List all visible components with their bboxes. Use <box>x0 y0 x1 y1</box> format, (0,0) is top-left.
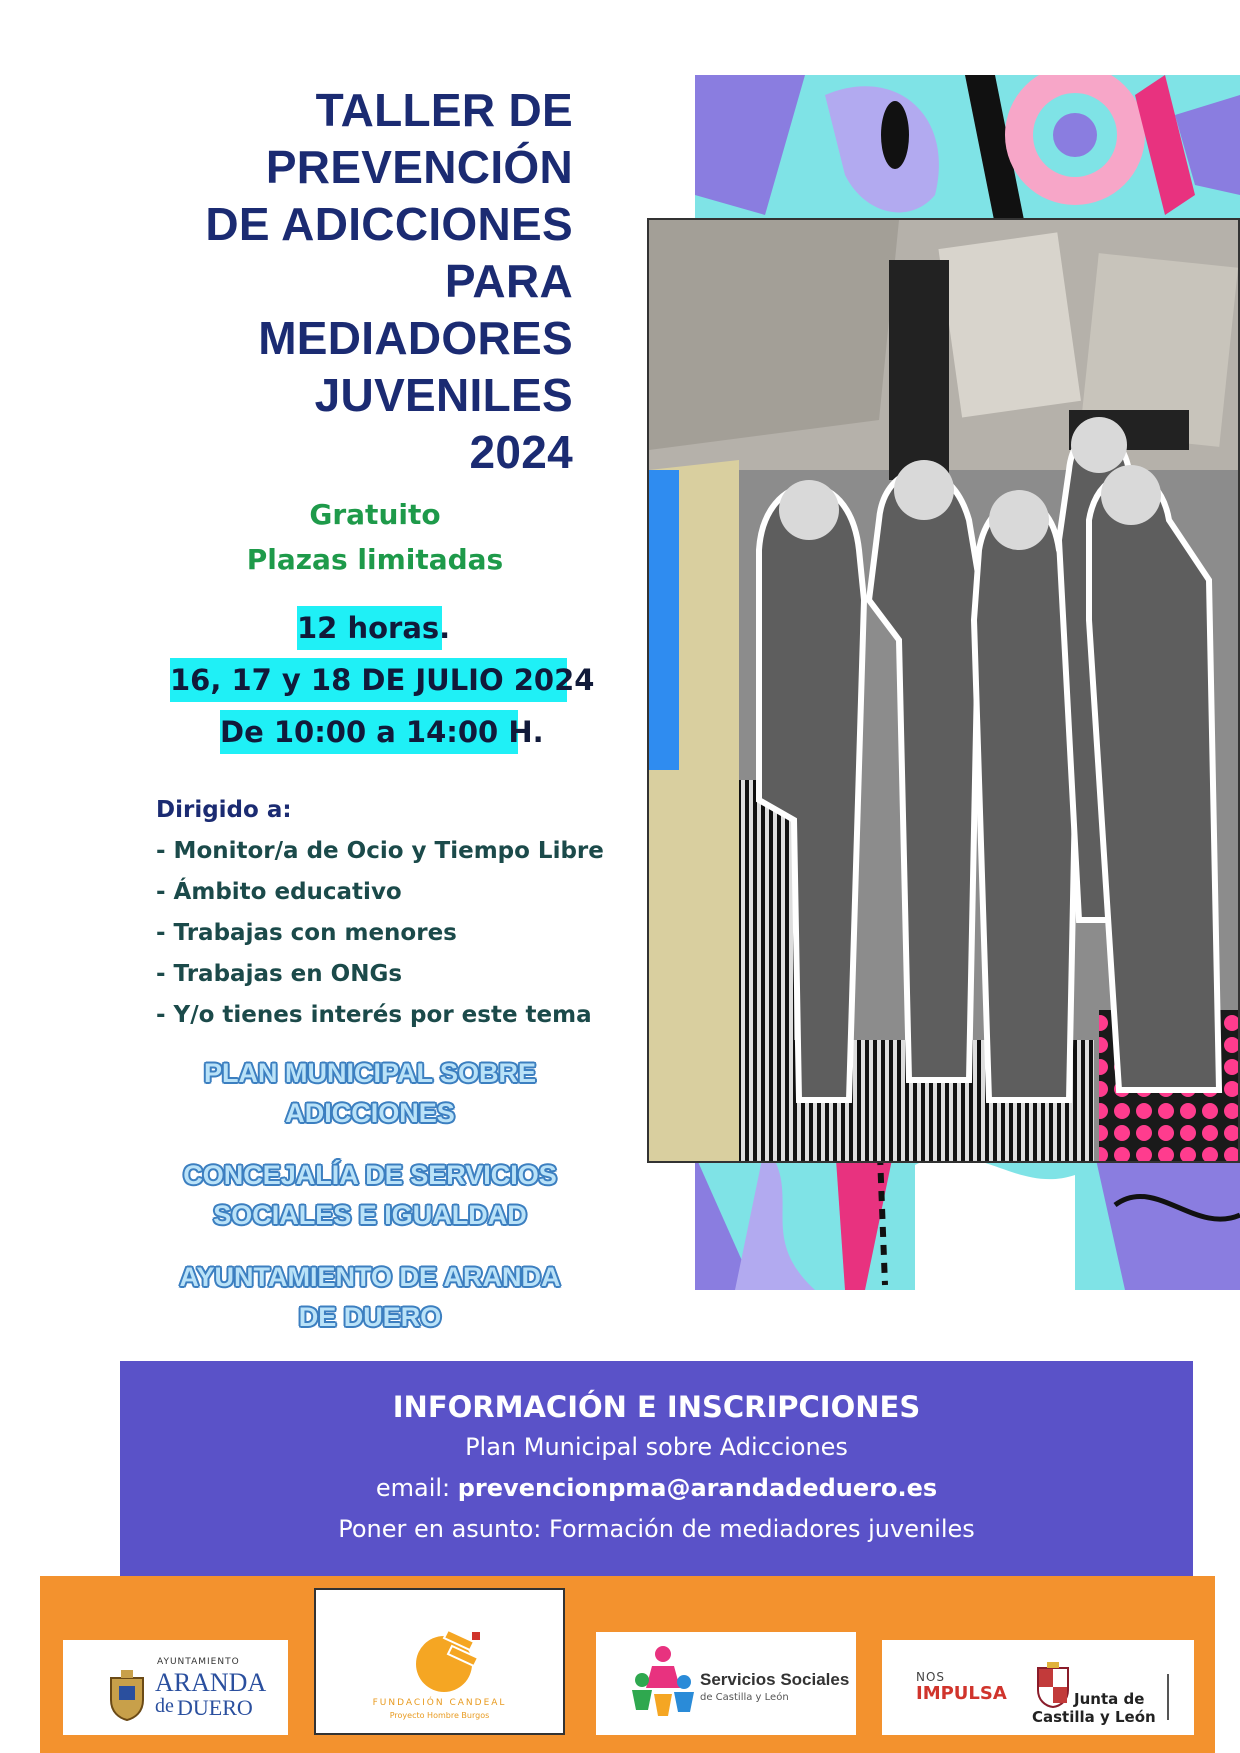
servicios-people-icon <box>630 1644 696 1718</box>
fechas-badge: 16, 17 y 18 DE JULIO 2024 <box>170 658 567 702</box>
gratuito-label: Gratuito <box>309 498 441 531</box>
title-line: DE ADICCIONES <box>205 198 573 250</box>
poster-title <box>120 82 573 481</box>
org-line: CONCEJALÍA DE SERVICIOS <box>183 1160 557 1190</box>
aranda-name: ARANDA <box>155 1668 267 1697</box>
nos-text: NOS <box>916 1670 946 1684</box>
info-email-line <box>120 1468 1193 1509</box>
title-line: PARA <box>444 255 573 307</box>
servicios-subtitle: de Castilla y León <box>700 1692 789 1703</box>
logo-aranda-de-duero <box>63 1640 288 1735</box>
aranda-top-text: AYUNTAMIENTO <box>157 1657 240 1667</box>
horario-badge: De 10:00 a 14:00 H. <box>220 710 518 754</box>
horas-badge: 12 horas. <box>297 606 442 650</box>
youth-group-photo <box>647 218 1240 1163</box>
junta-line2: Castilla y León <box>1032 1708 1156 1726</box>
org-ayuntamiento <box>150 1257 590 1337</box>
info-asunto: Poner en asunto: Formación de mediadores juveniles <box>338 1515 975 1543</box>
candeal-name: FUNDACIÓN CANDEAL <box>372 1698 507 1708</box>
dirigido-section <box>156 790 616 1036</box>
org-concejalia <box>150 1155 590 1235</box>
org-plan-municipal <box>150 1053 590 1133</box>
org-line: DE DUERO <box>298 1302 442 1332</box>
aranda-shield-icon <box>107 1670 147 1722</box>
info-heading: INFORMACIÓN E INSCRIPCIONES <box>392 1390 921 1424</box>
dirigido-item: - Trabajas con menores <box>156 920 457 946</box>
org-line: SOCIALES E IGUALDAD <box>213 1200 527 1230</box>
servicios-name: Servicios Sociales <box>700 1670 850 1689</box>
info-box <box>120 1361 1193 1576</box>
junta-line1: Junta de <box>1074 1690 1145 1708</box>
aranda-de: de <box>155 1695 174 1717</box>
logo-servicios-sociales <box>596 1632 856 1735</box>
dirigido-item: - Trabajas en ONGs <box>156 961 403 987</box>
email-link[interactable]: prevencionpma@arandadeduero.es <box>457 1474 938 1502</box>
title-line: 2024 <box>469 426 573 478</box>
sponsor-footer <box>40 1576 1215 1753</box>
impulsa-text: IMPULSA <box>916 1683 1007 1704</box>
info-plan: Plan Municipal sobre Adicciones <box>465 1433 848 1461</box>
org-line: AYUNTAMIENTO DE ARANDA <box>179 1262 561 1292</box>
dirigido-item: - Y/o tienes interés por este tema <box>156 1002 592 1028</box>
divider <box>1167 1674 1169 1720</box>
castilla-leon-shield-icon <box>1035 1662 1071 1708</box>
title-line: TALLER DE <box>315 84 573 136</box>
logo-junta-castilla-leon <box>882 1640 1194 1735</box>
title-line: JUVENILES <box>314 369 573 421</box>
email-label: email: <box>375 1474 458 1502</box>
dirigido-item: - Ámbito educativo <box>156 879 402 905</box>
candeal-subtitle: Proyecto Hombre Burgos <box>389 1711 490 1720</box>
logo-fundacion-candeal <box>314 1588 565 1735</box>
plazas-limitadas-label: Plazas limitadas <box>246 543 504 576</box>
candeal-sun-icon <box>412 1624 484 1696</box>
dirigido-item: - Monitor/a de Ocio y Tiempo Libre <box>156 838 604 864</box>
title-line: MEDIADORES <box>258 312 573 364</box>
org-line: ADICCIONES <box>285 1098 455 1128</box>
title-line: PREVENCIÓN <box>265 141 573 193</box>
dirigido-heading: Dirigido a: <box>156 797 292 823</box>
org-line: PLAN MUNICIPAL SOBRE <box>203 1058 536 1088</box>
photo-collage-graphic <box>649 220 1240 1163</box>
aranda-duero: DUERO <box>177 1695 253 1720</box>
